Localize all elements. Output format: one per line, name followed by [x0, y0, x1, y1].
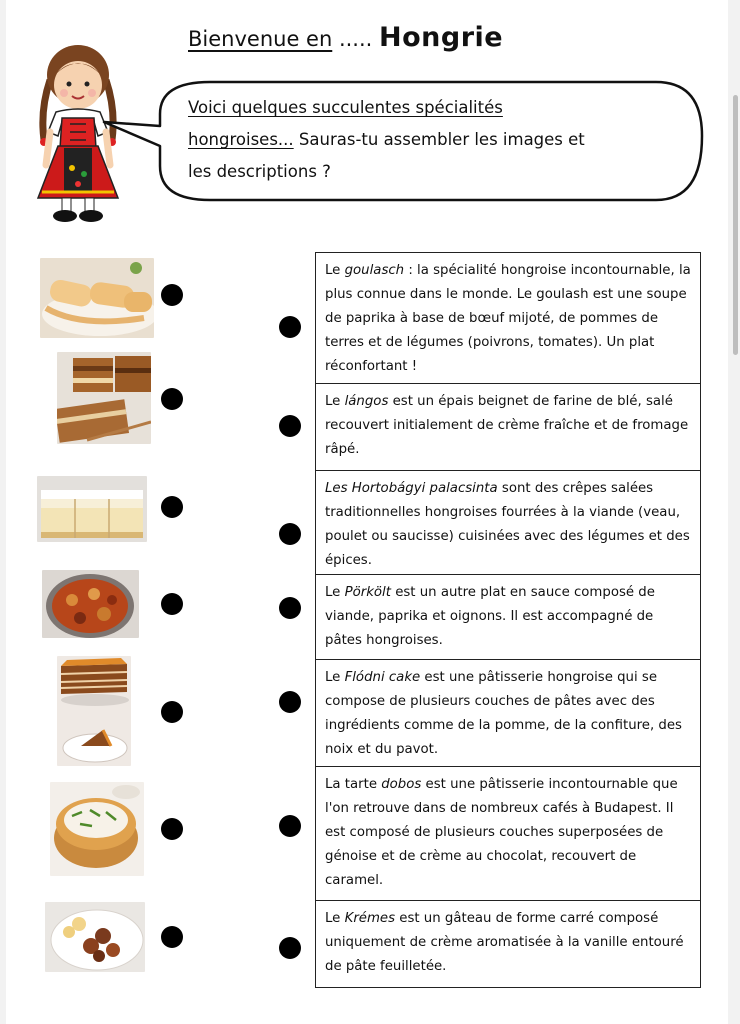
- description-box-dobos: [315, 766, 701, 900]
- image-dot-3[interactable]: [161, 496, 183, 518]
- image-dot-6[interactable]: [161, 818, 183, 840]
- description-text: : la spécialité hongroise incontournable, la plus connue dans le monde. Le goulash est une soupe de paprika à base de bœuf mijoté, de pommes de terres et de légumes (poivrons, tomates). Un plat réconfortant !: [325, 263, 691, 374]
- food-image-langos: [50, 782, 144, 876]
- description-dot-7[interactable]: [279, 937, 301, 959]
- description-box-porkolt: [315, 574, 701, 659]
- dish-name: Flódni cake: [344, 670, 421, 685]
- description-text: sont des crêpes salées traditionnelles hongroises fourrées à la viande (veau, poulet ou saucisse) cuisinées avec des légumes et des épices.: [325, 481, 690, 568]
- food-image-dobos-torte: [57, 656, 131, 766]
- description-dot-1[interactable]: [279, 316, 301, 338]
- description-text: est un gâteau de forme carré composé uniquement de crème aromatisée à la vanille entouré de pâte feuilletée.: [325, 911, 684, 974]
- title-prefix: Bienvenue en: [188, 27, 333, 51]
- description-text: est une pâtisserie incontournable que l'on retrouve dans de nombreux cafés à Budapest. Il est composé de plusieurs couches superposées de génoise et de crème au chocolat, recouvert de caramel.: [325, 777, 678, 888]
- description-text: est un épais beignet de farine de blé, salé recouvert initialement de crème fraîche et de fromage râpé.: [325, 394, 689, 457]
- description-text: Le: [325, 394, 345, 409]
- food-image-hortobagyi-palacsinta: [40, 258, 154, 338]
- dish-name: lángos: [344, 394, 389, 409]
- dish-name: dobos: [381, 777, 422, 792]
- description-text: Le: [325, 911, 345, 926]
- description-text: est un autre plat en sauce composé de viande, paprika et oignons. Il est accompagné de pâtes hongroises.: [325, 585, 655, 648]
- description-dot-2[interactable]: [279, 415, 301, 437]
- description-box-hortobagyi: [315, 470, 701, 574]
- intro-line1: Voici quelques succulentes spécialités: [188, 98, 503, 117]
- description-text: Le: [325, 670, 345, 685]
- description-dot-5[interactable]: [279, 691, 301, 713]
- food-image-kremes: [37, 476, 147, 542]
- intro-text: [188, 92, 678, 188]
- image-dot-7[interactable]: [161, 926, 183, 948]
- description-box-flodni: [315, 659, 701, 766]
- description-box-goulash: [315, 252, 701, 383]
- image-dot-4[interactable]: [161, 593, 183, 615]
- description-dot-3[interactable]: [279, 523, 301, 545]
- description-text: Le: [325, 585, 345, 600]
- description-box-kremes: [315, 900, 701, 988]
- image-dot-2[interactable]: [161, 388, 183, 410]
- intro-line2-underlined: hongroises...: [188, 130, 294, 149]
- dish-name: Krémes: [344, 911, 396, 926]
- description-dot-4[interactable]: [279, 597, 301, 619]
- description-box-langos: [315, 383, 701, 470]
- title-dots: .....: [332, 27, 379, 51]
- food-image-flodni-cake: [57, 352, 151, 444]
- intro-line3: les descriptions ?: [188, 162, 331, 181]
- dish-name: Les Hortobágyi palacsinta: [325, 481, 498, 496]
- description-text: Le: [325, 263, 345, 278]
- description-text: est une pâtisserie hongroise qui se compose de plusieurs couches de pâtes avec des ingrédients comme de la pomme, de la confiture, des noix et du pavot.: [325, 670, 682, 757]
- intro-line2-rest: Sauras-tu assembler les images et: [293, 130, 585, 149]
- scrollbar[interactable]: [733, 95, 738, 355]
- food-image-goulash: [42, 570, 139, 638]
- dish-name: goulasch: [344, 263, 405, 278]
- description-dot-6[interactable]: [279, 815, 301, 837]
- image-dot-1[interactable]: [161, 284, 183, 306]
- dish-name: Pörkölt: [344, 585, 391, 600]
- title-country: Hongrie: [379, 22, 504, 53]
- image-dot-5[interactable]: [161, 701, 183, 723]
- page-title: [188, 22, 503, 53]
- description-text: La tarte: [325, 777, 382, 792]
- food-image-porkolt: [45, 902, 145, 972]
